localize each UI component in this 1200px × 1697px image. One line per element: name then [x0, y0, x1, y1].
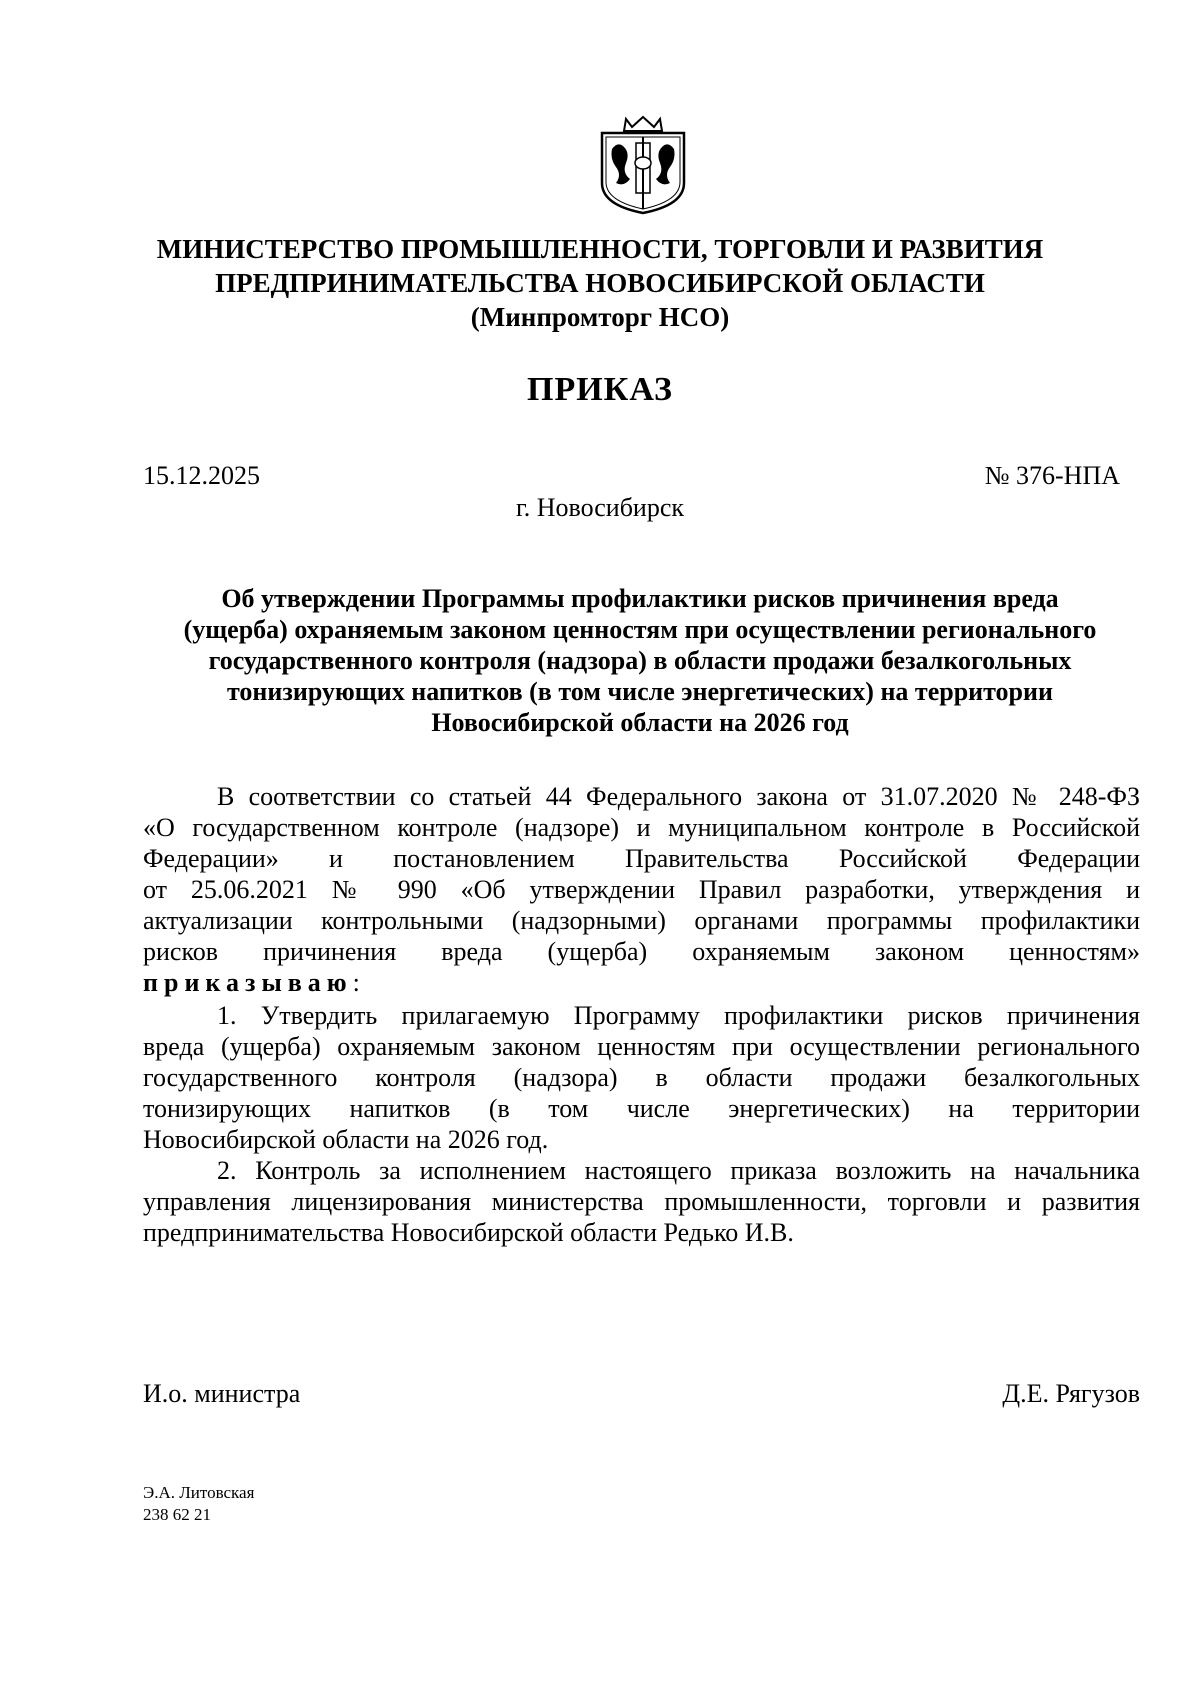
document-number: № 376-НПА [984, 461, 1120, 490]
order-line [143, 967, 1140, 998]
executor-phone: 238 62 21 [143, 1505, 211, 1524]
item-line: 2. Контроль за исполнением настоящего приказа возложить на начальника [217, 1156, 1140, 1185]
preamble-line: «О государственном контроле (надзоре) и муниципальном контроле в Российской [143, 813, 1140, 842]
ministry-short-name: (Минпромторг НСО) [470, 302, 730, 332]
document-city: г. Новосибирск [515, 493, 685, 522]
preamble-line: В соответствии со статьей 44 Федерального закона от 31.07.2020 № 248-ФЗ [217, 782, 1140, 811]
signatory-name: Д.Е. Рягузов [1002, 1379, 1140, 1408]
coat-of-arms-icon [596, 113, 690, 217]
title-line: тонизирующих напитков (в том числе энергетических) на территории [227, 677, 1053, 706]
item-line: предпринимательства Новосибирской области Редько И.В. [143, 1218, 794, 1247]
item-line: 1. Утвердить прилагаемую Программу профилактики рисков причинения [217, 1001, 1140, 1030]
item-line: государственного контроля (надзора) в области продажи безалкогольных [143, 1063, 1140, 1092]
order-word: приказываю [143, 968, 353, 997]
item-line: управления лицензирования министерства промышленности, торговли и развития [143, 1187, 1140, 1216]
signatory-position: И.о. министра [143, 1379, 301, 1408]
document-date: 15.12.2025 [143, 461, 260, 490]
ministry-name-line-1: МИНИСТЕРСТВО ПРОМЫШЛЕННОСТИ, ТОРГОВЛИ И РАЗВИТИЯ [156, 234, 1044, 264]
item-1-paragraph [143, 1000, 1140, 1155]
preamble-line: рисков причинения вреда (ущерба) охраняемым законом ценностям» [143, 937, 1140, 966]
order-colon: : [352, 968, 360, 997]
document-type: ПРИКАЗ [527, 371, 673, 408]
item-2-paragraph [143, 1155, 1140, 1248]
title-line: Новосибирской области на 2026 год [431, 708, 849, 737]
preamble-line: Федерации» и постановлением Правительства Российской Федерации [143, 844, 1140, 873]
document-title [140, 583, 1140, 738]
preamble-line: от 25.06.2021 № 990 «Об утверждении Правил разработки, утверждения и [143, 875, 1140, 904]
item-line: Новосибирской области на 2026 год. [143, 1125, 549, 1154]
title-line: государственного контроля (надзора) в области продажи безалкогольных [208, 646, 1072, 675]
executor-name: Э.А. Литовская [143, 1483, 255, 1502]
title-line: Об утверждении Программы профилактики рисков причинения вреда [221, 584, 1059, 613]
executor-block [143, 1482, 254, 1526]
ministry-name-line-2: ПРЕДПРИНИМАТЕЛЬСТВА НОВОСИБИРСКОЙ ОБЛАСТИ [215, 268, 985, 298]
title-line: (ущерба) охраняемым законом ценностям при осуществлении регионального [183, 615, 1097, 644]
preamble-line: актуализации контрольными (надзорными) органами программы профилактики [143, 906, 1140, 935]
item-line: тонизирующих напитков (в том числе энергетических) на территории [143, 1094, 1140, 1123]
preamble-paragraph [143, 781, 1140, 998]
item-line: вреда (ущерба) охраняемым законом ценностям при осуществлении регионального [143, 1032, 1140, 1061]
